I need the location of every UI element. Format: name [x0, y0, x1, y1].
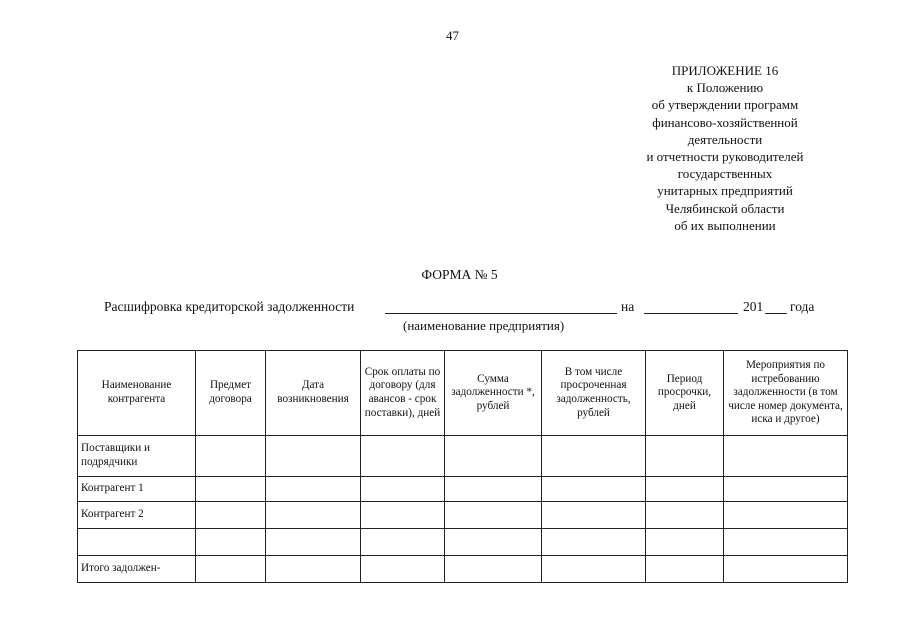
table-cell: [361, 477, 445, 502]
table-cell: [646, 529, 724, 556]
table-cell: [445, 502, 542, 529]
table-cell: Поставщики и подрядчики: [78, 436, 196, 477]
year-prefix: 201: [743, 299, 764, 314]
table-cell: Контрагент 1: [78, 477, 196, 502]
annex-line: об их выполнении: [674, 217, 776, 233]
table-row: [78, 556, 848, 583]
table-cell: [361, 502, 445, 529]
table-cell: [196, 436, 266, 477]
column-header-debt-amount: Сумма задолженности *, рублей: [445, 351, 542, 436]
annex-line: и отчетности руководителей: [646, 149, 804, 165]
table-cell: [542, 502, 646, 529]
table-cell: [724, 436, 848, 477]
column-header-overdue-debt: В том числе просроченная задолженность, рублей: [542, 351, 646, 436]
column-header-overdue-period: Период просрочки, дней: [646, 351, 724, 436]
table-cell: [445, 477, 542, 502]
intro-on: на: [621, 299, 635, 314]
table-header-row: [78, 351, 848, 436]
table-cell: Контрагент 2: [78, 502, 196, 529]
table-cell: [196, 556, 266, 583]
table-cell: [646, 477, 724, 502]
table-row: [78, 529, 848, 556]
annex-header: [600, 62, 850, 234]
table-cell: [724, 477, 848, 502]
table-cell: [724, 529, 848, 556]
column-header-counterparty: Наименование контрагента: [78, 351, 196, 436]
table-cell: [724, 502, 848, 529]
column-header-recovery-measures: Мероприятия по истребованию задолженности (в том числе номер документа, иска и другое): [724, 351, 848, 436]
enterprise-name-blank: [385, 313, 617, 314]
table-cell: [542, 436, 646, 477]
date-blank: [644, 313, 738, 314]
table-cell: [266, 502, 361, 529]
table-cell: [196, 502, 266, 529]
annex-line: государственных: [677, 166, 773, 182]
table-cell: [724, 556, 848, 583]
table-cell: [266, 436, 361, 477]
table-cell: [196, 529, 266, 556]
table-cell: [361, 436, 445, 477]
table-row: [78, 477, 848, 502]
table-cell: [266, 477, 361, 502]
table-cell: [196, 477, 266, 502]
table-cell: [361, 556, 445, 583]
table-cell: [266, 556, 361, 583]
annex-line: ПРИЛОЖЕНИЕ 16: [671, 63, 779, 78]
column-header-payment-term: Срок оплаты по договору (для авансов - срок поставки), дней: [361, 351, 445, 436]
table-row: [78, 436, 848, 477]
table-cell: Итого задолжен-: [78, 556, 196, 583]
creditor-debt-table: [77, 350, 848, 583]
table-cell: [542, 556, 646, 583]
table-cell: [266, 529, 361, 556]
year-blank: [765, 313, 787, 314]
table-cell: [646, 556, 724, 583]
intro-lead: Расшифровка кредиторской задолженности: [104, 299, 355, 314]
table-cell: [646, 502, 724, 529]
annex-line: деятельности: [687, 131, 763, 147]
enterprise-name-caption: (наименование предприятия): [403, 318, 565, 333]
page-number: 47: [446, 28, 459, 43]
table-cell: [445, 529, 542, 556]
table-cell: [542, 477, 646, 502]
table-cell: [361, 529, 445, 556]
form-title: ФОРМА № 5: [421, 267, 498, 282]
table-cell: [78, 529, 196, 556]
column-header-contract-subject: Предмет договора: [196, 351, 266, 436]
table-row: [78, 502, 848, 529]
table-cell: [445, 436, 542, 477]
table-cell: [646, 436, 724, 477]
annex-line: к Положению: [686, 80, 764, 96]
annex-line: об утверждении программ: [651, 97, 799, 113]
annex-line: унитарных предприятий: [657, 183, 793, 199]
column-header-origin-date: Дата возникновения: [266, 351, 361, 436]
table-cell: [445, 556, 542, 583]
annex-line: финансово-хозяйственной: [652, 114, 798, 130]
annex-line: Челябинской области: [665, 200, 785, 216]
table-cell: [542, 529, 646, 556]
year-word: года: [790, 299, 815, 314]
